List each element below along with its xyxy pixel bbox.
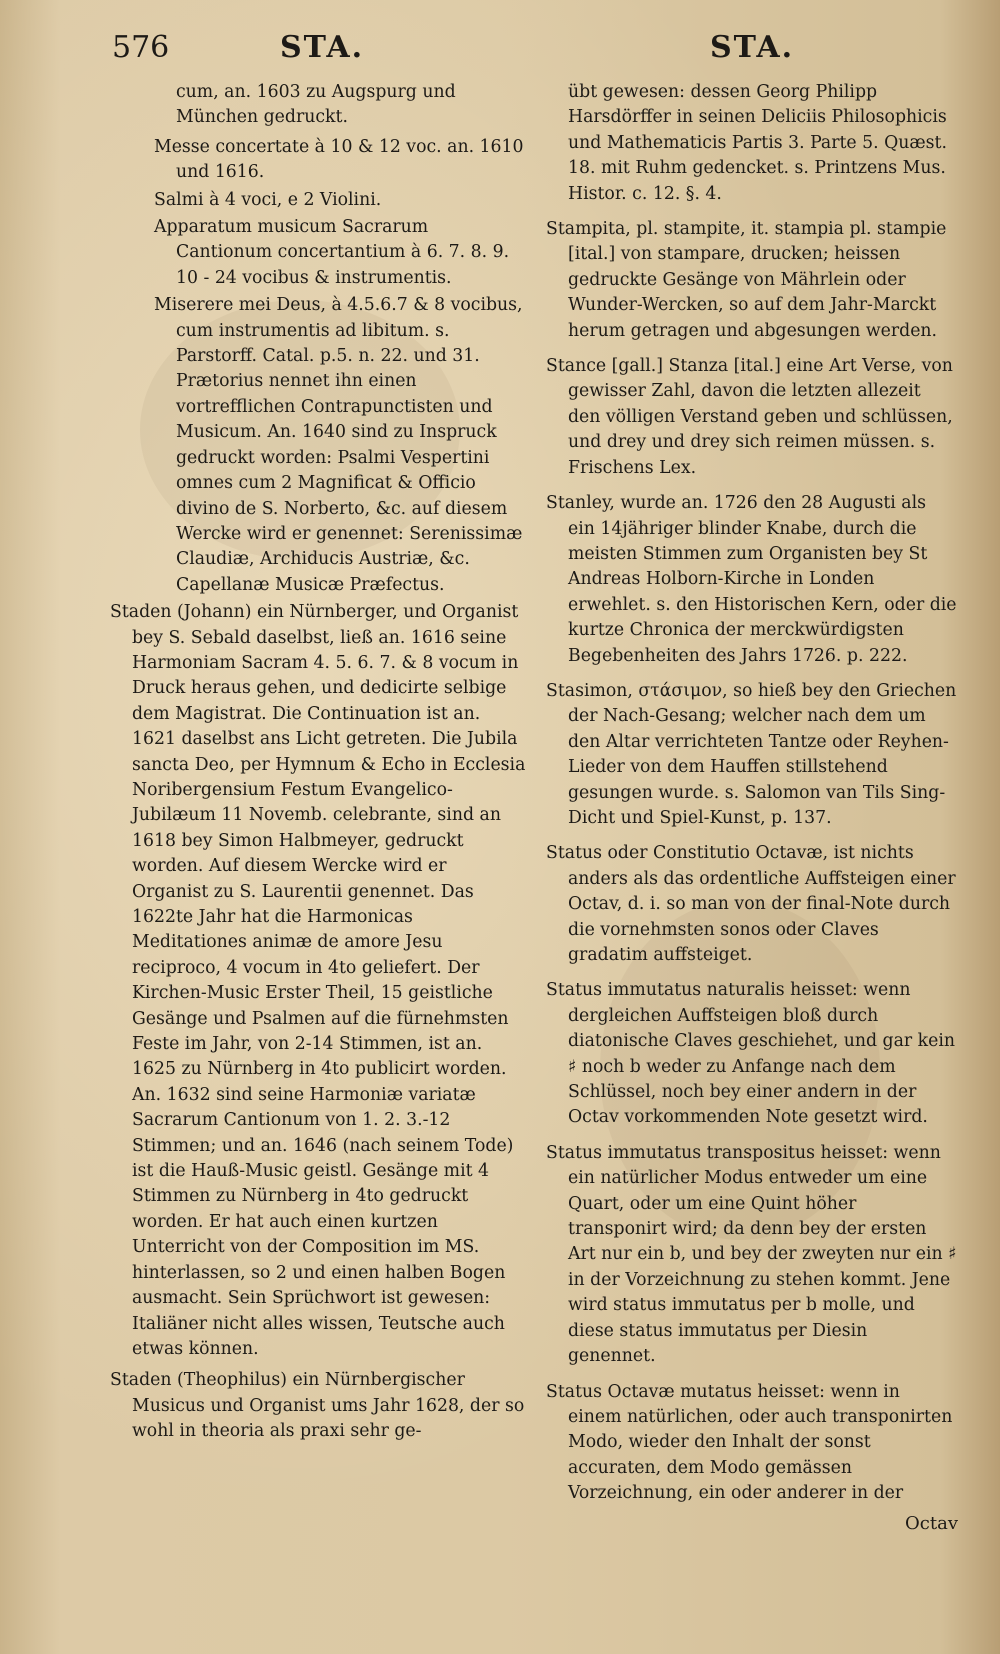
continuation-text: cum, an. 1603 zu Augspurg und München gedruckt.	[176, 82, 456, 128]
work-item: Miserere mei Deus, à 4.5.6.7 & 8 vocibus, cum instrumentis ad libitum. s. Parstorff. Catal. p.5. n. 22. und 31. Prætorius nennet ihn einen vortrefflichen Contrapunctisten und Musicum. An. 1640 sind zu Inspruck gedruckt worden: Psalmi Vespertini omnes cum 2 Magnificat & Officio divino de S. Norberto, &c. auf diesem Wercke wird er genennet: Serenissimæ Claudiæ, Archiducis Austriæ, &c. Capellanæ Musicæ Præfectus.	[154, 295, 523, 595]
left-running-head: STA.	[280, 30, 365, 65]
dictionary-entry-status-naturalis: Status immutatus naturalis heisset: wenn dergleichen Auffsteigen bloß durch diatonische Claves geschiehet, und gar kein ♯ noch b weder zu Anfange nach dem Schlüssel, noch bey einer andern in der Octav vorkommenden Note gesetzt wird.	[546, 980, 955, 1128]
dictionary-entry-stampita: Stampita, pl. stampite, it. stampia pl. stampie [ital.] von stampare, drucken; heissen gedruckte Gesänge von Mährlein oder Wunder-Wercken, so auf dem Jahr-Marckt herum getragen und abgesungen werden.	[546, 219, 947, 341]
dictionary-entry-stance: Stance [gall.] Stanza [ital.] eine Art Verse, von gewisser Zahl, davon die letzten allezeit den völligen Verstand geben und schlüssen, und drey und drey sich reimen müssen. s. Frischens Lex.	[546, 356, 953, 478]
right-column	[546, 80, 958, 1536]
work-item: Apparatum musicum Sacrarum Cantionum concertantium à 6. 7. 8. 9. 10 - 24 vocibus & instrumentis.	[154, 217, 510, 288]
continuation-text: übt gewesen: dessen Georg Philipp Harsdörffer in seinen Deliciis Philosophicis und Mathematicis Partis 3. Parte 5. Quæst. 18. mit Ruhm gedencket. s. Printzens Mus. Histor. c. 12. §. 4.	[568, 82, 947, 204]
dictionary-entry-status-transpositus: Status immutatus transpositus heisset: wenn ein natürlicher Modus entweder um eine Quart, oder um eine Quint höher transponirt wird; da denn bey der ersten Art nur ein b, und bey der zweyten nur ein ♯ in der Vorzeichnung zu stehen kommt. Jene wird status immutatus per b molle, und diese status immutatus per Diesin genennet.	[546, 1142, 957, 1367]
right-running-head: STA.	[710, 30, 795, 65]
dictionary-entry-staden-johann: Staden (Johann) ein Nürnberger, und Organist bey S. Sebald daselbst, ließ an. 1616 seine Harmoniam Sacram 4. 5. 6. 7. & 8 vocum in Druck heraus gehen, und dedicirte selbige dem Magistrat. Die Continuation ist an. 1621 daselbst ans Licht getreten. Die Jubila sancta Deo, per Hymnum & Echo in Ecclesia Noribergensium Festum Evangelico-Jubilæum 11 Novemb. celebrante, sind an 1618 bey Simon Halbmeyer, gedruckt worden. Auf diesem Wercke wird er Organist zu S. Laurentii genennet. Das 1622te Jahr hat die Harmonicas Meditationes animæ de amore Jesu reciproco, 4 vocum in 4to geliefert. Der Kirchen-Music Erster Theil, 15 geistliche Gesänge und Psalmen auf die fürnehmsten Feste im Jahr, von 2-14 Stimmen, ist an. 1625 zu Nürnberg in 4to publicirt worden. An. 1632 sind seine Harmoniæ variatæ Sacrarum Cantionum von 1. 2. 3.-12 Stimmen; und an. 1646 (nach seinem Tode) ist die Hauß-Music geistl. Gesänge mit 4 Stimmen zu Nürnberg in 4to gedruckt worden. Er hat auch einen kurtzen Unterricht von der Composition im MS. hinterlassen, so 2 und einen halben Bogen ausmacht. Sein Sprüchwort ist gewesen: Italiäner nicht alles wissen, Teutsche auch etwas können.	[110, 602, 526, 1359]
dictionary-entry-staden-theophilus: Staden (Theophilus) ein Nürnbergischer Musicus und Organist ums Jahr 1628, der so wohl in theoria als praxi sehr ge-	[110, 1370, 525, 1442]
page-header	[0, 22, 1000, 72]
page-number: 576	[112, 30, 170, 65]
catchword: Octav	[905, 1512, 958, 1534]
dictionary-entry-status-mutatus: Status Octavæ mutatus heisset: wenn in einem natürlichen, oder auch transponirten Modo, wieder den Inhalt der sonst accuraten, dem Modo gemässen Vorzeichnung, ein oder anderer in der	[546, 1381, 953, 1504]
dictionary-entry-stasimon: Stasimon, στάσιμον, so hieß bey den Griechen der Nach-Gesang; welcher nach dem um den Altar verrichteten Tantze oder Reyhen-Lieder von dem Hauffen stillstehend gesungen wurde. s. Salomon van Tils Sing-Dicht und Spiel-Kunst, p. 137.	[546, 680, 957, 828]
dictionary-entry-stanley: Stanley, wurde an. 1726 den 28 Augusti als ein 14jähriger blinder Knabe, durch die meisten Stimmen zum Organisten bey St Andreas Holborn-Kirche in Londen erwehlet. s. den Historischen Kern, oder die kurtze Chronica der merckwürdigsten Begebenheiten des Jahrs 1726. p. 222.	[546, 493, 957, 666]
work-item: Salmi à 4 voci, e 2 Violini.	[154, 189, 382, 210]
work-item: Messe concertate à 10 & 12 voc. an. 1610 und 1616.	[154, 136, 524, 183]
dictionary-entry-status-octavae: Status oder Constitutio Octavæ, ist nichts anders als das ordentliche Auffsteigen einer Octav, d. i. so man von der final-Note durch die vornehmsten sonos oder Claves gradatim auffsteiget.	[546, 843, 956, 965]
left-column	[110, 80, 528, 1451]
